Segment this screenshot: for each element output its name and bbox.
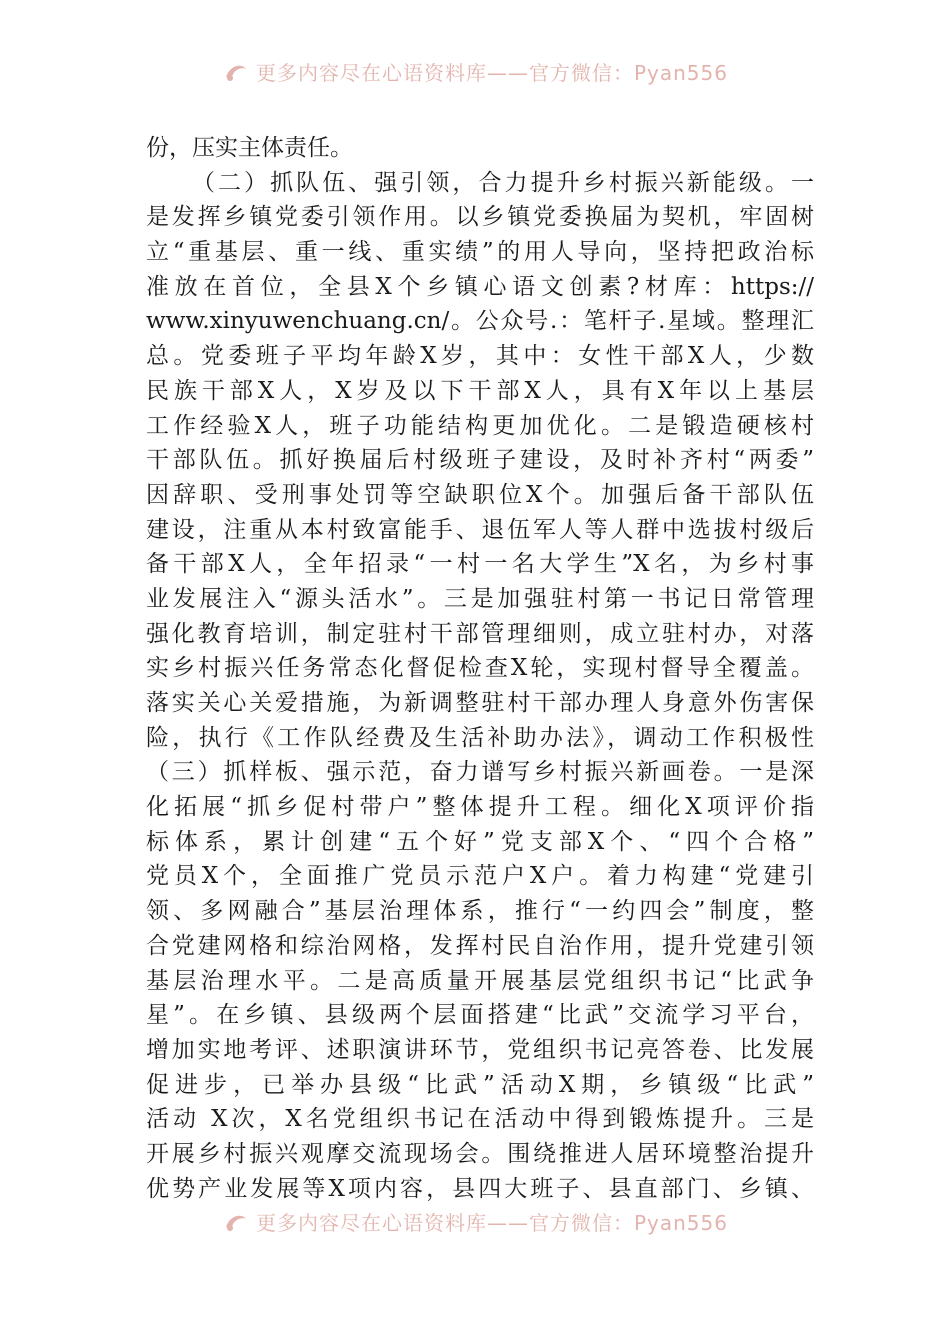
text-line: 工作经验X人，班子功能结构更加优化。二是锻造硬核村 [146, 412, 814, 439]
text-line: 险，执行《工作队经费及生活补助办法》，调动工作积极性 [146, 724, 814, 751]
text-line: 增加实地考评、述职演讲环节，党组织书记亮答卷、比发展 [146, 1036, 814, 1063]
text-line: 基层治理水平。二是高质量开展基层党组织书记“比武争 [146, 967, 814, 994]
text-line: 落实关心关爱措施，为新调整驻村干部办理人身意外伤害保 [146, 690, 814, 716]
text-line: 化拓展“抓乡促村带户”整体提升工程。细化X项评价指 [146, 794, 814, 821]
text-line: 总。党委班子平均年龄X岁，其中：女性干部X人，少数 [146, 343, 814, 370]
text-line: 立“重基层、重一线、重实绩”的用人导向，坚持把政治标 [146, 239, 814, 266]
text-line: 标体系，累计创建“五个好”党支部X个、“四个合格” [146, 828, 814, 855]
swirl-logo-icon [222, 1209, 250, 1233]
watermark-footer [0, 1204, 950, 1238]
watermark-text: 更多内容尽在心语资料库——官方微信：Pyan556 [255, 60, 728, 85]
text-line: 干部队伍。抓好换届后村级班子建设，及时补齐村“两委” [146, 447, 814, 474]
document-body [146, 131, 814, 1206]
text-line: 业发展注入“源头活水”。三是加强驻村第一书记日常管理 [146, 585, 814, 612]
text-line: 民族干部X人，X岁及以下干部X人，具有X年以上基层 [146, 377, 814, 404]
text-line: 是发挥乡镇党委引领作用。以乡镇党委换届为契机，牢固树 [146, 204, 814, 231]
text-line: 活动 X次，X名党组织书记在活动中得到锻炼提升。三是 [146, 1106, 814, 1133]
text-line: www.xinyuwenchuang.cn/。公众号.：笔杆子.星域。整理汇 [146, 308, 814, 335]
text-line: 党员X个，全面推广党员示范户X户。着力构建“党建引 [146, 863, 814, 890]
text-line: （三）抓样板、强示范，奋力谱写乡村振兴新画卷。一是深 [146, 759, 814, 786]
text-line: 领、多网融合”基层治理体系，推行“一约四会”制度，整 [146, 898, 814, 925]
watermark-text: 更多内容尽在心语资料库——官方微信：Pyan556 [255, 1210, 728, 1235]
text-line: 开展乡村振兴观摩交流现场会。围绕推进人居环境整治提升 [146, 1140, 814, 1167]
text-line: 星”。在乡镇、县级两个层面搭建“比武”交流学习平台， [146, 1002, 814, 1029]
text-line: 份，压实主体责任。 [146, 135, 353, 161]
text-line: 促进步，已举办县级“比武”活动X期，乡镇级“比武” [146, 1071, 814, 1098]
text-line: 强化教育培训，制定驻村干部管理细则，成立驻村办，对落 [146, 620, 814, 647]
text-line: 优势产业发展等X项内容，县四大班子、县直部门、乡镇、 [146, 1175, 814, 1202]
text-line: 准放在首位，全县X个乡镇心语文创素?材库：https:// [146, 273, 814, 300]
text-line: 备干部X人，全年招录“一村一名大学生”X名，为乡村事 [146, 551, 814, 578]
swirl-logo-icon [222, 59, 250, 83]
text-line: 实乡村振兴任务常态化督促检查X轮，实现村督导全覆盖。 [146, 655, 814, 682]
text-line: 因辞职、受刑事处罚等空缺职位X个。加强后备干部队伍 [146, 481, 814, 508]
text-line: 合党建网格和综治网格，发挥村民自治作用，提升党建引领 [146, 932, 814, 959]
watermark-header [0, 54, 950, 88]
text-line: （二）抓队伍、强引领，合力提升乡村振兴新能级。一 [192, 169, 814, 196]
text-line: 建设，注重从本村致富能手、退伍军人等人群中选拔村级后 [146, 516, 814, 543]
